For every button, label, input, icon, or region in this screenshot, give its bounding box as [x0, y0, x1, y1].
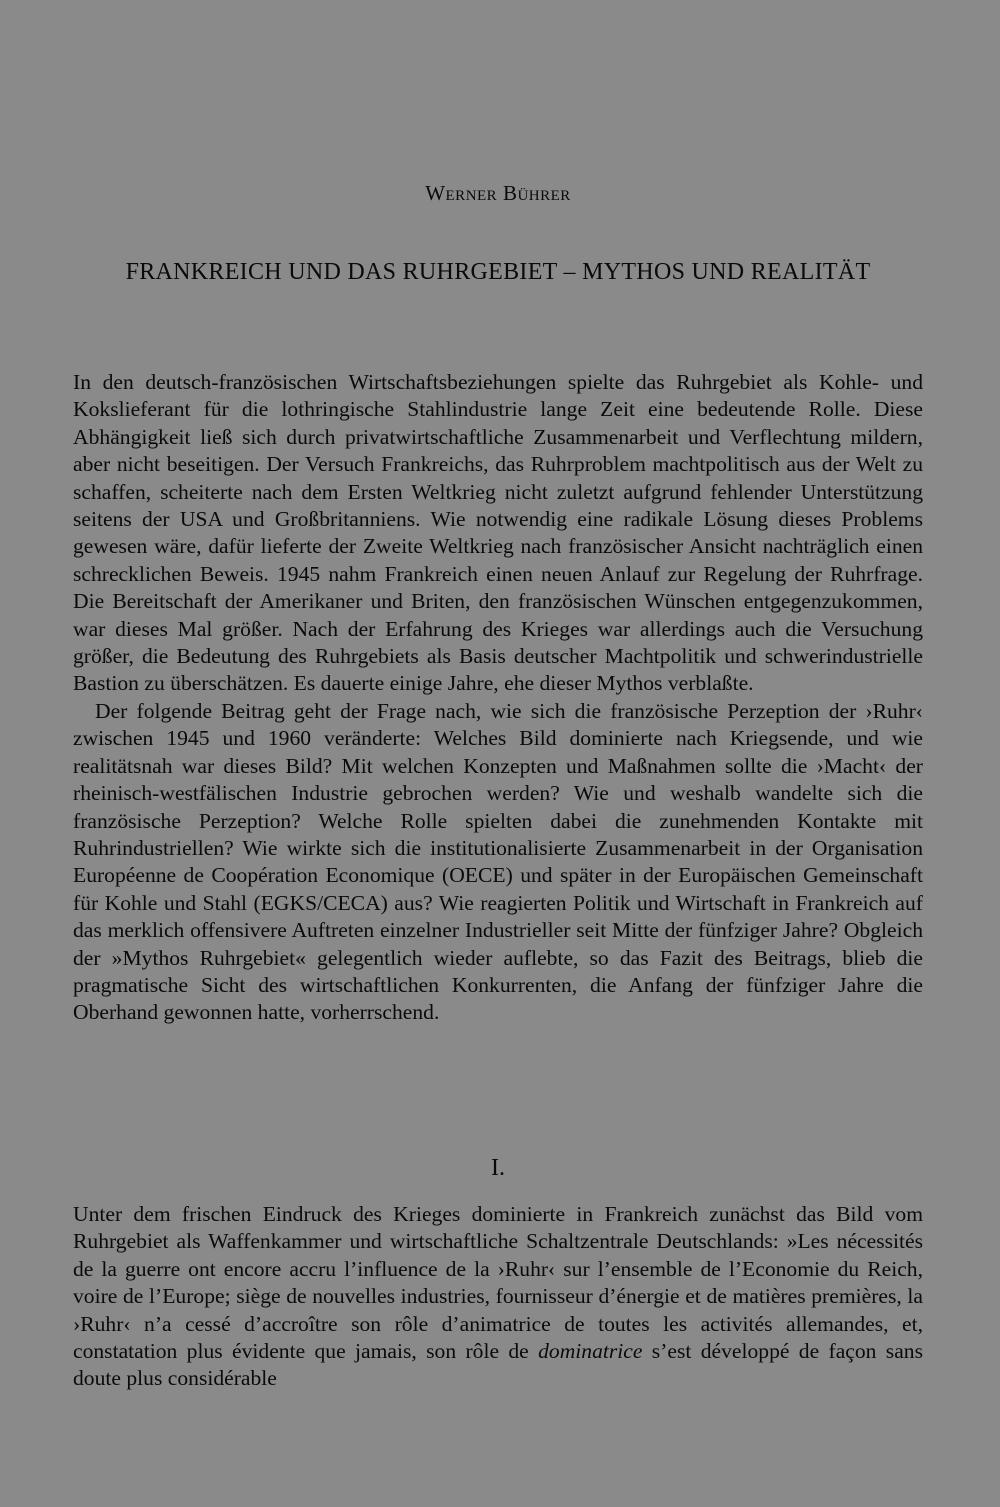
- intro-section: [73, 369, 923, 1027]
- author-name: Werner Bührer: [425, 181, 571, 205]
- section-1-text-b: s’est développé de façon sans doute plus considérable: [73, 1339, 923, 1391]
- section-heading-1: I.: [491, 1155, 505, 1181]
- intro-paragraph-1: In den deutsch-französischen Wirtschaftsbeziehungen spielte das Ruhrgebiet als Kohle- und Kokslieferant für die lothringische Stahlindustrie lange Zeit eine bedeutende Rolle. Diese Abhängigkeit ließ sich durch privatwirtschaftliche Zusammenarbeit und Verflechtung mildern, aber nicht beseitigen. Der Versuch Frankreichs, das Ruhrproblem machtpolitisch aus der Welt zu schaffen, scheiterte nach dem Ersten Weltkrieg nicht zuletzt aufgrund fehlender Unterstützung seitens der USA und Großbritanniens. Wie notwendig eine radikale Lösung dieses Problems gewesen wäre, dafür lieferte der Zweite Weltkrieg nach französischer Ansicht nachträglich einen schrecklichen Beweis. 1945 nahm Frankreich einen neuen Anlauf zur Regelung der Ruhrfrage. Die Bereitschaft der Amerikaner und Briten, den französischen Wünschen entgegenzukommen, war dieses Mal größer. Nach der Erfahrung des Krieges war allerdings auch die Versuchung größer, die Bedeutung des Ruhrgebiets als Basis deutscher Machtpolitik und schwerindustrielle Bastion zu überschätzen. Es dauerte einige Jahre, ehe dieser Mythos verblaßte.: [73, 370, 923, 696]
- page: [73, 0, 923, 1507]
- section-1-emphasis: dominatrice: [538, 1339, 643, 1364]
- section-1-body: [73, 1201, 923, 1393]
- article-title: FRANKREICH UND DAS RUHRGEBIET – MYTHOS UND REALITÄT: [125, 259, 871, 285]
- section-1-paragraph-1: [73, 1201, 923, 1393]
- intro-paragraph-2: Der folgende Beitrag geht der Frage nach, wie sich die französische Perzeption der ›Ruhr‹ zwischen 1945 und 1960 veränderte: Welches Bild dominierte nach Kriegsende, und wie realitätsnah war dieses Bild? Mit welchen Konzepten und Maßnahmen sollte die ›Macht‹ der rheinisch-westfälischen Industrie gebrochen werden? Wie und weshalb wandelte sich die französische Perzeption? Welche Rolle spielten dabei die zunehmenden Kontakte mit Ruhrindustriellen? Wie wirkte sich die institutionalisierte Zusammenarbeit in der Organisation Européenne de Coopération Economique (OECE) und später in der Europäischen Gemeinschaft für Kohle und Stahl (EGKS/CECA) aus? Wie reagierten Politik und Wirtschaft in Frankreich auf das merklich offensivere Auftreten einzelner Industrieller seit Mitte der fünfziger Jahre? Obgleich der »Mythos Ruhrgebiet« gelegentlich wieder auflebte, so das Fazit des Beitrags, blieb die pragmatische Sicht des wirtschaftlichen Konkurrenten, die Anfang der fünfziger Jahre die Oberhand gewonnen hatte, vorherrschend.: [73, 698, 923, 1025]
- section-1-text-a: Unter dem frischen Eindruck des Krieges dominierte in Frankreich zunächst das Bild vom Ruhrgebiet als Waffenkammer und wirtschaftliche Schaltzentrale Deutschlands: »Les nécessités de la guerre ont encore accru l’influence de la ›Ruhr‹ sur l’ensemble de l’Economie du Reich, voire de l’Europe; siège de nouvelles industries, fournisseur d’énergie et de matières premières, la ›Ruhr‹ n’a cessé d’accroître son rôle d’animatrice de toutes les activités allemandes, et, constatation plus évidente que jamais, son rôle de: [73, 1202, 923, 1364]
